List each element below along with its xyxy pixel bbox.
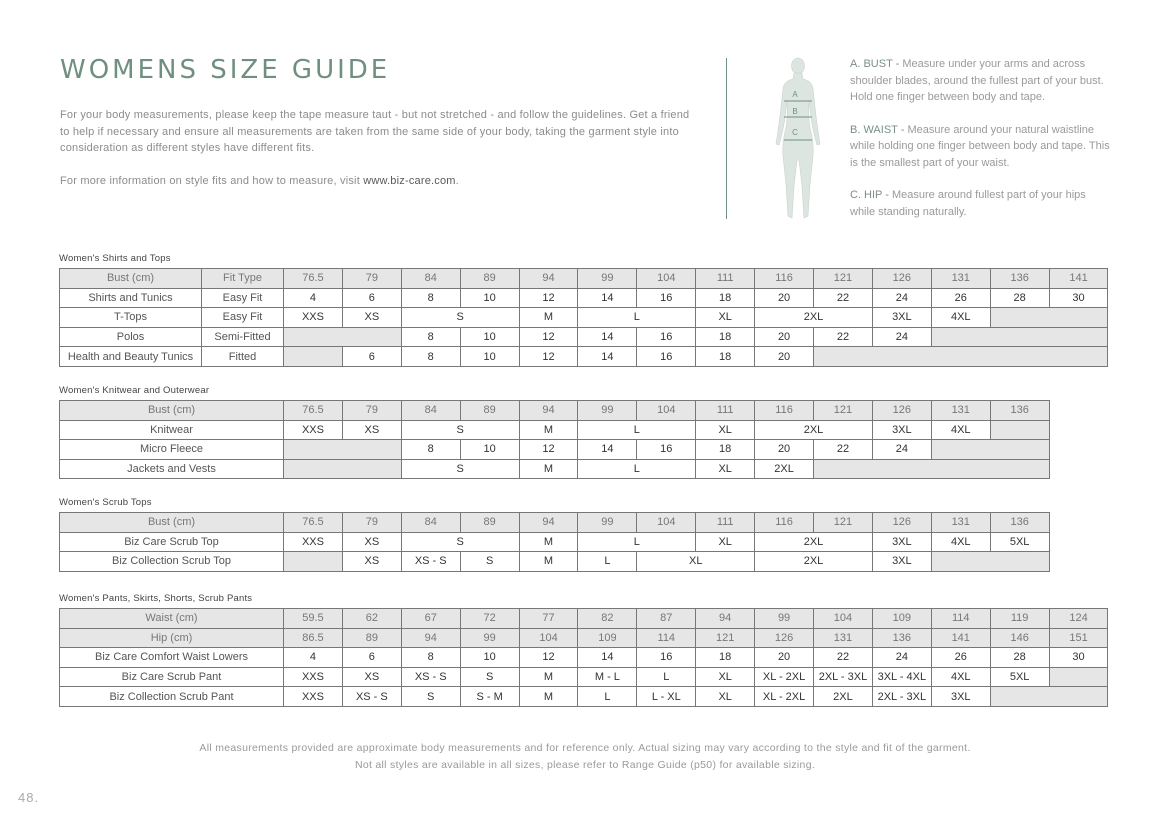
size-cell: M [519,687,578,707]
size-cell: L [578,552,637,572]
size-cell: 20 [755,327,814,347]
size-cell: XS [342,552,401,572]
row-label: Bust (cm) [60,513,284,533]
size-cell: 20 [755,347,814,367]
table-row [60,347,1108,367]
size-cell: 114 [931,609,990,629]
size-cell: XXS [284,687,343,707]
size-cell: 14 [578,288,637,308]
size-cell: 146 [990,628,1049,648]
size-cell: L [578,459,696,479]
size-cell: 18 [696,347,755,367]
size-cell: 6 [342,288,401,308]
empty-cell [284,552,343,572]
size-cell: 59.5 [284,609,343,629]
empty-cell [931,552,1049,572]
empty-cell [284,327,402,347]
size-cell: 30 [1049,288,1108,308]
size-cell: XL - 2XL [755,687,814,707]
size-cell: 4XL [931,308,990,328]
size-cell: 72 [460,609,519,629]
size-cell: XL - 2XL [755,667,814,687]
table-row [60,288,1108,308]
size-cell: S [401,532,519,552]
table-row [60,532,1050,552]
size-cell: 99 [460,628,519,648]
size-cell: 2XL - 3XL [872,687,931,707]
empty-cell [990,687,1108,707]
size-cell: 99 [578,513,637,533]
section-title: Women's Shirts and Tops [59,253,171,264]
table-row [60,327,1108,347]
size-cell: 136 [872,628,931,648]
size-cell: 116 [755,401,814,421]
size-cell: XS - S [401,552,460,572]
waist-instruction: B. WAIST - Measure around your natural waistline while holding one finger between body and tape. This is the smallest part of your waist. [850,123,1110,169]
size-cell: 94 [519,269,578,289]
size-cell: 67 [401,609,460,629]
table-row [60,667,1108,687]
size-cell: 121 [814,401,873,421]
size-cell: 131 [931,269,990,289]
size-cell: 4XL [931,420,990,440]
size-cell: 12 [519,327,578,347]
size-cell: 109 [872,609,931,629]
size-cell: XS [342,308,401,328]
size-cell: 26 [931,648,990,668]
divider-line [726,58,727,219]
size-cell: 131 [814,628,873,648]
size-cell: XL [696,308,755,328]
size-cell: 2XL [755,420,873,440]
table-row [60,687,1108,707]
row-label: Waist (cm) [60,609,284,629]
size-cell: M [519,420,578,440]
size-cell: 16 [637,327,696,347]
size-cell: M [519,667,578,687]
size-cell: 16 [637,347,696,367]
size-cell: 121 [814,269,873,289]
size-cell: XXS [284,308,343,328]
measurement-instructions [850,56,1112,236]
size-cell: 5XL [990,532,1049,552]
size-cell: 4XL [931,667,990,687]
table-row [60,459,1050,479]
size-table [59,268,1108,367]
size-cell: XS [342,667,401,687]
size-table [59,608,1108,707]
size-cell: XXS [284,667,343,687]
size-cell: 16 [637,440,696,460]
row-label: Biz Collection Scrub Pant [60,687,284,707]
size-cell: S [401,308,519,328]
table-row [60,420,1050,440]
size-cell: 20 [755,288,814,308]
size-cell: 109 [578,628,637,648]
size-cell: S [460,552,519,572]
size-cell: 12 [519,440,578,460]
row-label: Health and Beauty Tunics [60,347,202,367]
size-cell: 104 [637,401,696,421]
size-cell: 6 [342,347,401,367]
size-cell: 151 [1049,628,1108,648]
size-cell: 12 [519,347,578,367]
size-cell: 30 [1049,648,1108,668]
size-cell: 87 [637,609,696,629]
size-cell: 16 [637,648,696,668]
row-label: Biz Care Comfort Waist Lowers [60,648,284,668]
size-cell: 4XL [931,532,990,552]
size-cell: 10 [460,327,519,347]
size-cell: 4 [284,648,343,668]
size-cell: 5XL [990,667,1049,687]
empty-cell [931,440,1049,460]
size-cell: 14 [578,648,637,668]
size-cell: 104 [519,628,578,648]
size-cell: XL [637,552,755,572]
size-cell: L [637,667,696,687]
size-cell: 2XL [814,687,873,707]
footer-line-2: Not all styles are available in all sizes, please refer to Range Guide (p50) for available sizing. [354,759,816,771]
size-table [59,400,1050,479]
figure-label-b: B [792,107,798,116]
empty-cell [284,440,402,460]
size-cell: 62 [342,609,401,629]
size-cell: 131 [931,513,990,533]
size-cell: 22 [814,440,873,460]
size-cell: M - L [578,667,637,687]
size-cell: 114 [637,628,696,648]
bust-instruction: A. BUST - Measure under your arms and across shoulder blades, around the fullest part of your bust. Hold one finger between body and tape. [850,58,1104,103]
size-cell: M [519,308,578,328]
size-cell: 10 [460,440,519,460]
empty-cell [814,459,1050,479]
size-cell: 4 [284,288,343,308]
row-label: Easy Fit [202,308,284,328]
size-cell: 12 [519,288,578,308]
size-cell: 28 [990,288,1049,308]
size-cell: 3XL [872,308,931,328]
table-header-row [60,609,1108,629]
size-cell: L - XL [637,687,696,707]
size-cell: 124 [1049,609,1108,629]
size-cell: 99 [578,269,637,289]
size-cell: L [578,308,696,328]
size-cell: 84 [401,513,460,533]
hip-instruction: C. HIP - Measure around fullest part of your hips while standing naturally. [850,189,1086,218]
empty-cell [990,308,1108,328]
size-cell: 14 [578,440,637,460]
table-row [60,648,1108,668]
table-row [60,308,1108,328]
size-cell: 111 [696,401,755,421]
size-cell: S [401,459,519,479]
size-cell: 79 [342,401,401,421]
size-cell: 116 [755,269,814,289]
empty-cell [1049,667,1108,687]
size-cell: XL [696,459,755,479]
size-cell: 24 [872,288,931,308]
size-cell: 126 [872,401,931,421]
size-table [59,512,1050,572]
size-cell: M [519,552,578,572]
size-cell: M [519,459,578,479]
size-cell: XS - S [342,687,401,707]
size-cell: 3XL [872,552,931,572]
size-cell: 82 [578,609,637,629]
size-cell: 8 [401,648,460,668]
body-figure-icon [768,56,828,222]
size-cell: 79 [342,269,401,289]
size-cell: 104 [637,513,696,533]
size-cell: 8 [401,288,460,308]
page-number: 48. [18,790,40,805]
size-cell: 10 [460,347,519,367]
intro-more-info: For more information on style fits and how to measure, visit www.biz-care.com. [60,174,459,187]
size-cell: 14 [578,327,637,347]
size-cell: 89 [460,269,519,289]
row-label: Biz Care Scrub Top [60,532,284,552]
size-cell: 20 [755,440,814,460]
size-cell: 18 [696,648,755,668]
size-cell: 89 [342,628,401,648]
size-cell: 2XL [755,552,873,572]
size-cell: 8 [401,347,460,367]
size-cell: L [578,420,696,440]
size-cell: 3XL - 4XL [872,667,931,687]
row-label: Jackets and Vests [60,459,284,479]
size-cell: 136 [990,401,1049,421]
empty-cell [284,347,343,367]
size-cell: XXS [284,532,343,552]
row-label: T-Tops [60,308,202,328]
size-cell: 76.5 [284,269,343,289]
row-label: Semi-Fitted [202,327,284,347]
size-cell: 24 [872,648,931,668]
size-cell: 20 [755,648,814,668]
size-cell: 22 [814,327,873,347]
size-cell: 119 [990,609,1049,629]
size-cell: 6 [342,648,401,668]
size-cell: S - M [460,687,519,707]
size-cell: 16 [637,288,696,308]
size-cell: 136 [990,513,1049,533]
size-cell: XL [696,532,755,552]
page-title: WOMENS SIZE GUIDE [60,55,391,85]
size-cell: 99 [755,609,814,629]
figure-label-a: A [792,90,798,99]
row-label: Biz Collection Scrub Top [60,552,284,572]
size-cell: S [401,420,519,440]
row-label: Polos [60,327,202,347]
size-cell: 22 [814,288,873,308]
footer-line-1: All measurements provided are approximate body measurements and for reference only. Actual sizing may vary according to the style and fit of the garment. [199,742,971,754]
size-cell: 126 [755,628,814,648]
table-row [60,552,1050,572]
size-cell: L [578,687,637,707]
size-cell: XXS [284,420,343,440]
size-cell: 94 [519,513,578,533]
section-title: Women's Pants, Skirts, Shorts, Scrub Pants [59,593,253,604]
size-cell: S [401,687,460,707]
size-cell: 10 [460,648,519,668]
size-cell: 136 [990,269,1049,289]
intro-text [60,107,700,189]
size-cell: 24 [872,440,931,460]
size-cell: 116 [755,513,814,533]
size-cell: 141 [1049,269,1108,289]
size-cell: 94 [696,609,755,629]
size-cell: 111 [696,513,755,533]
size-cell: 3XL [872,420,931,440]
size-cell: 126 [872,269,931,289]
size-cell: 86.5 [284,628,343,648]
size-cell: 77 [519,609,578,629]
empty-cell [990,420,1049,440]
size-cell: 28 [990,648,1049,668]
empty-cell [284,459,402,479]
row-label: Micro Fleece [60,440,284,460]
empty-cell [814,347,1108,367]
size-cell: 104 [814,609,873,629]
row-label: Fit Type [202,269,284,289]
row-label: Fitted [202,347,284,367]
row-label: Biz Care Scrub Pant [60,667,284,687]
section-title: Women's Knitwear and Outerwear [59,385,210,396]
table-header-row [60,513,1050,533]
size-cell: 18 [696,440,755,460]
size-cell: S [460,667,519,687]
row-label: Shirts and Tunics [60,288,202,308]
size-cell: 121 [814,513,873,533]
size-cell: 3XL [872,532,931,552]
size-cell: 141 [931,628,990,648]
size-cell: M [519,532,578,552]
table-row [60,440,1050,460]
size-cell: 18 [696,288,755,308]
table-header-row [60,628,1108,648]
row-label: Bust (cm) [60,401,284,421]
size-cell: 84 [401,269,460,289]
row-label: Bust (cm) [60,269,202,289]
size-cell: 76.5 [284,401,343,421]
size-cell: 3XL [931,687,990,707]
size-cell: 76.5 [284,513,343,533]
row-label: Hip (cm) [60,628,284,648]
size-cell: 84 [401,401,460,421]
section-title: Women's Scrub Tops [59,497,152,508]
size-cell: 24 [872,327,931,347]
size-cell: 18 [696,327,755,347]
size-cell: 10 [460,288,519,308]
table-header-row [60,269,1108,289]
size-cell: 89 [460,401,519,421]
website-link[interactable]: www.biz-care.com [363,174,456,187]
size-cell: 131 [931,401,990,421]
size-cell: 99 [578,401,637,421]
size-cell: 2XL [755,308,873,328]
figure-label-c: C [792,128,798,137]
size-cell: 8 [401,440,460,460]
empty-cell [931,327,1108,347]
intro-paragraph: For your body measurements, please keep the tape measure taut - but not stretched - and follow the guidelines. Get a friend to help if necessary and ensure all measurements are taken from the same side of your body, taking the garment style into consideration as different styles have different fits. [60,109,690,154]
size-cell: 126 [872,513,931,533]
size-cell: XS [342,532,401,552]
size-cell: 94 [401,628,460,648]
size-cell: 2XL - 3XL [814,667,873,687]
size-cell: XL [696,667,755,687]
size-cell: L [578,532,696,552]
footer-note [60,740,1110,774]
size-cell: 94 [519,401,578,421]
size-cell: XS - S [401,667,460,687]
size-cell: XS [342,420,401,440]
size-cell: 104 [637,269,696,289]
size-cell: 2XL [755,459,814,479]
row-label: Knitwear [60,420,284,440]
size-cell: 111 [696,269,755,289]
size-cell: 14 [578,347,637,367]
size-cell: 121 [696,628,755,648]
size-cell: 22 [814,648,873,668]
row-label: Easy Fit [202,288,284,308]
size-cell: XL [696,420,755,440]
size-cell: 26 [931,288,990,308]
size-cell: 2XL [755,532,873,552]
size-cell: 12 [519,648,578,668]
size-cell: 79 [342,513,401,533]
table-header-row [60,401,1050,421]
size-cell: 89 [460,513,519,533]
size-cell: 8 [401,327,460,347]
size-cell: XL [696,687,755,707]
